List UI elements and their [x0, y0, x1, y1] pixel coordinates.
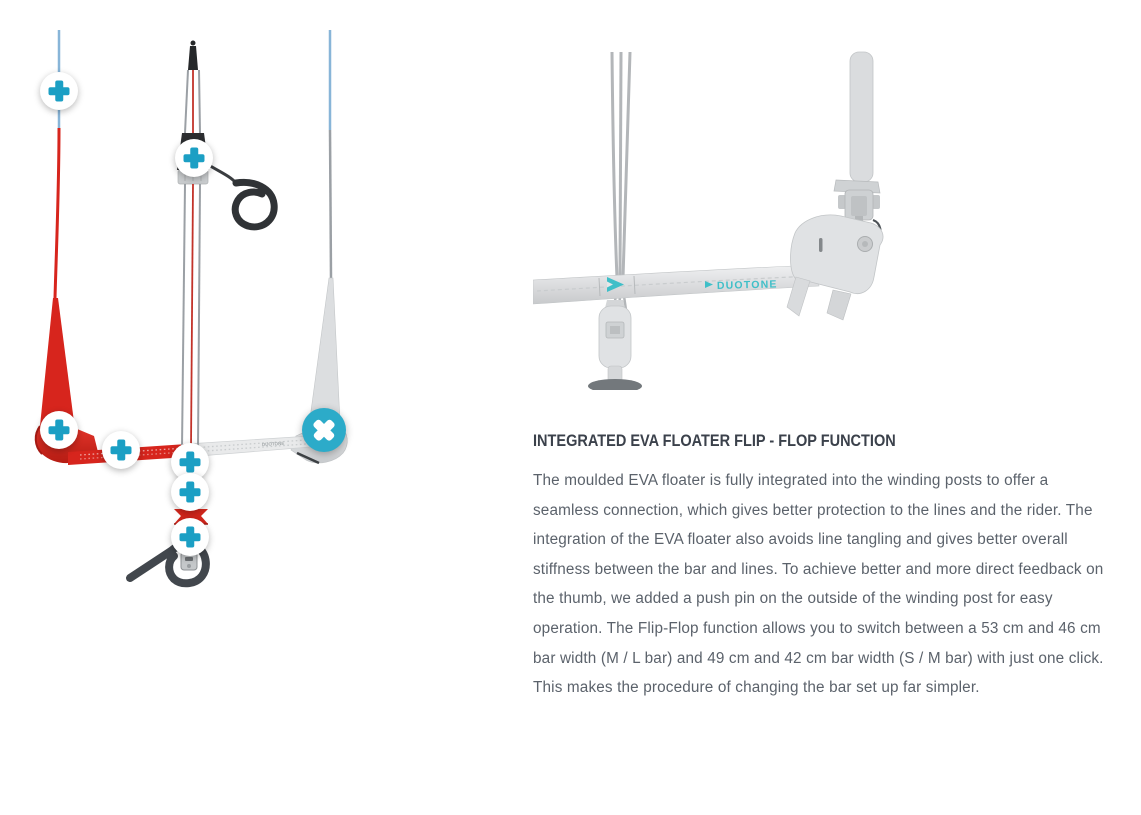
bar-brand-print: DUOTONE [261, 440, 285, 447]
hotspot-bar-grip[interactable] [102, 431, 140, 469]
detail-bar [533, 265, 819, 304]
hotspot-depower-rope[interactable] [171, 473, 209, 511]
detail-brand-print: DUOTONE [716, 278, 778, 292]
trim-unit [588, 300, 642, 390]
section-heading: INTEGRATED EVA FLOATER FLIP - FLOP FUNCTION [533, 432, 896, 450]
winding-post-assembly [787, 52, 883, 320]
content-section [533, 30, 1111, 703]
hotspot-left-flying-line[interactable] [40, 72, 78, 110]
right-flying-line [309, 30, 340, 426]
center-lines [177, 41, 274, 509]
hotspot-right-floater-active[interactable] [302, 408, 346, 452]
eva-floater-detail-image [533, 30, 1013, 390]
section-body: The moulded EVA floater is fully integrated into the winding posts to offer a seamless connection, which gives better protection to the lines and the rider. The integration of the EVA floater also avoids line tangling and gives better overall stiffness between the bar and lines. To achieve better and more direct feedback on the thumb, we added a push pin on the outside of the winding post for easy operation. The Flip-Flop function allows you to switch between a 53 cm and 46 cm bar width (M / L bar) and 49 cm and 42 cm bar width (S / M bar) with just one click. This makes the procedure of changing the bar set up far simpler. [533, 472, 1104, 697]
hotspot-safety-swivel[interactable] [175, 139, 213, 177]
hotspot-left-floater[interactable] [40, 411, 78, 449]
hotspot-quick-release[interactable] [171, 518, 209, 556]
detail-lines [612, 52, 630, 310]
